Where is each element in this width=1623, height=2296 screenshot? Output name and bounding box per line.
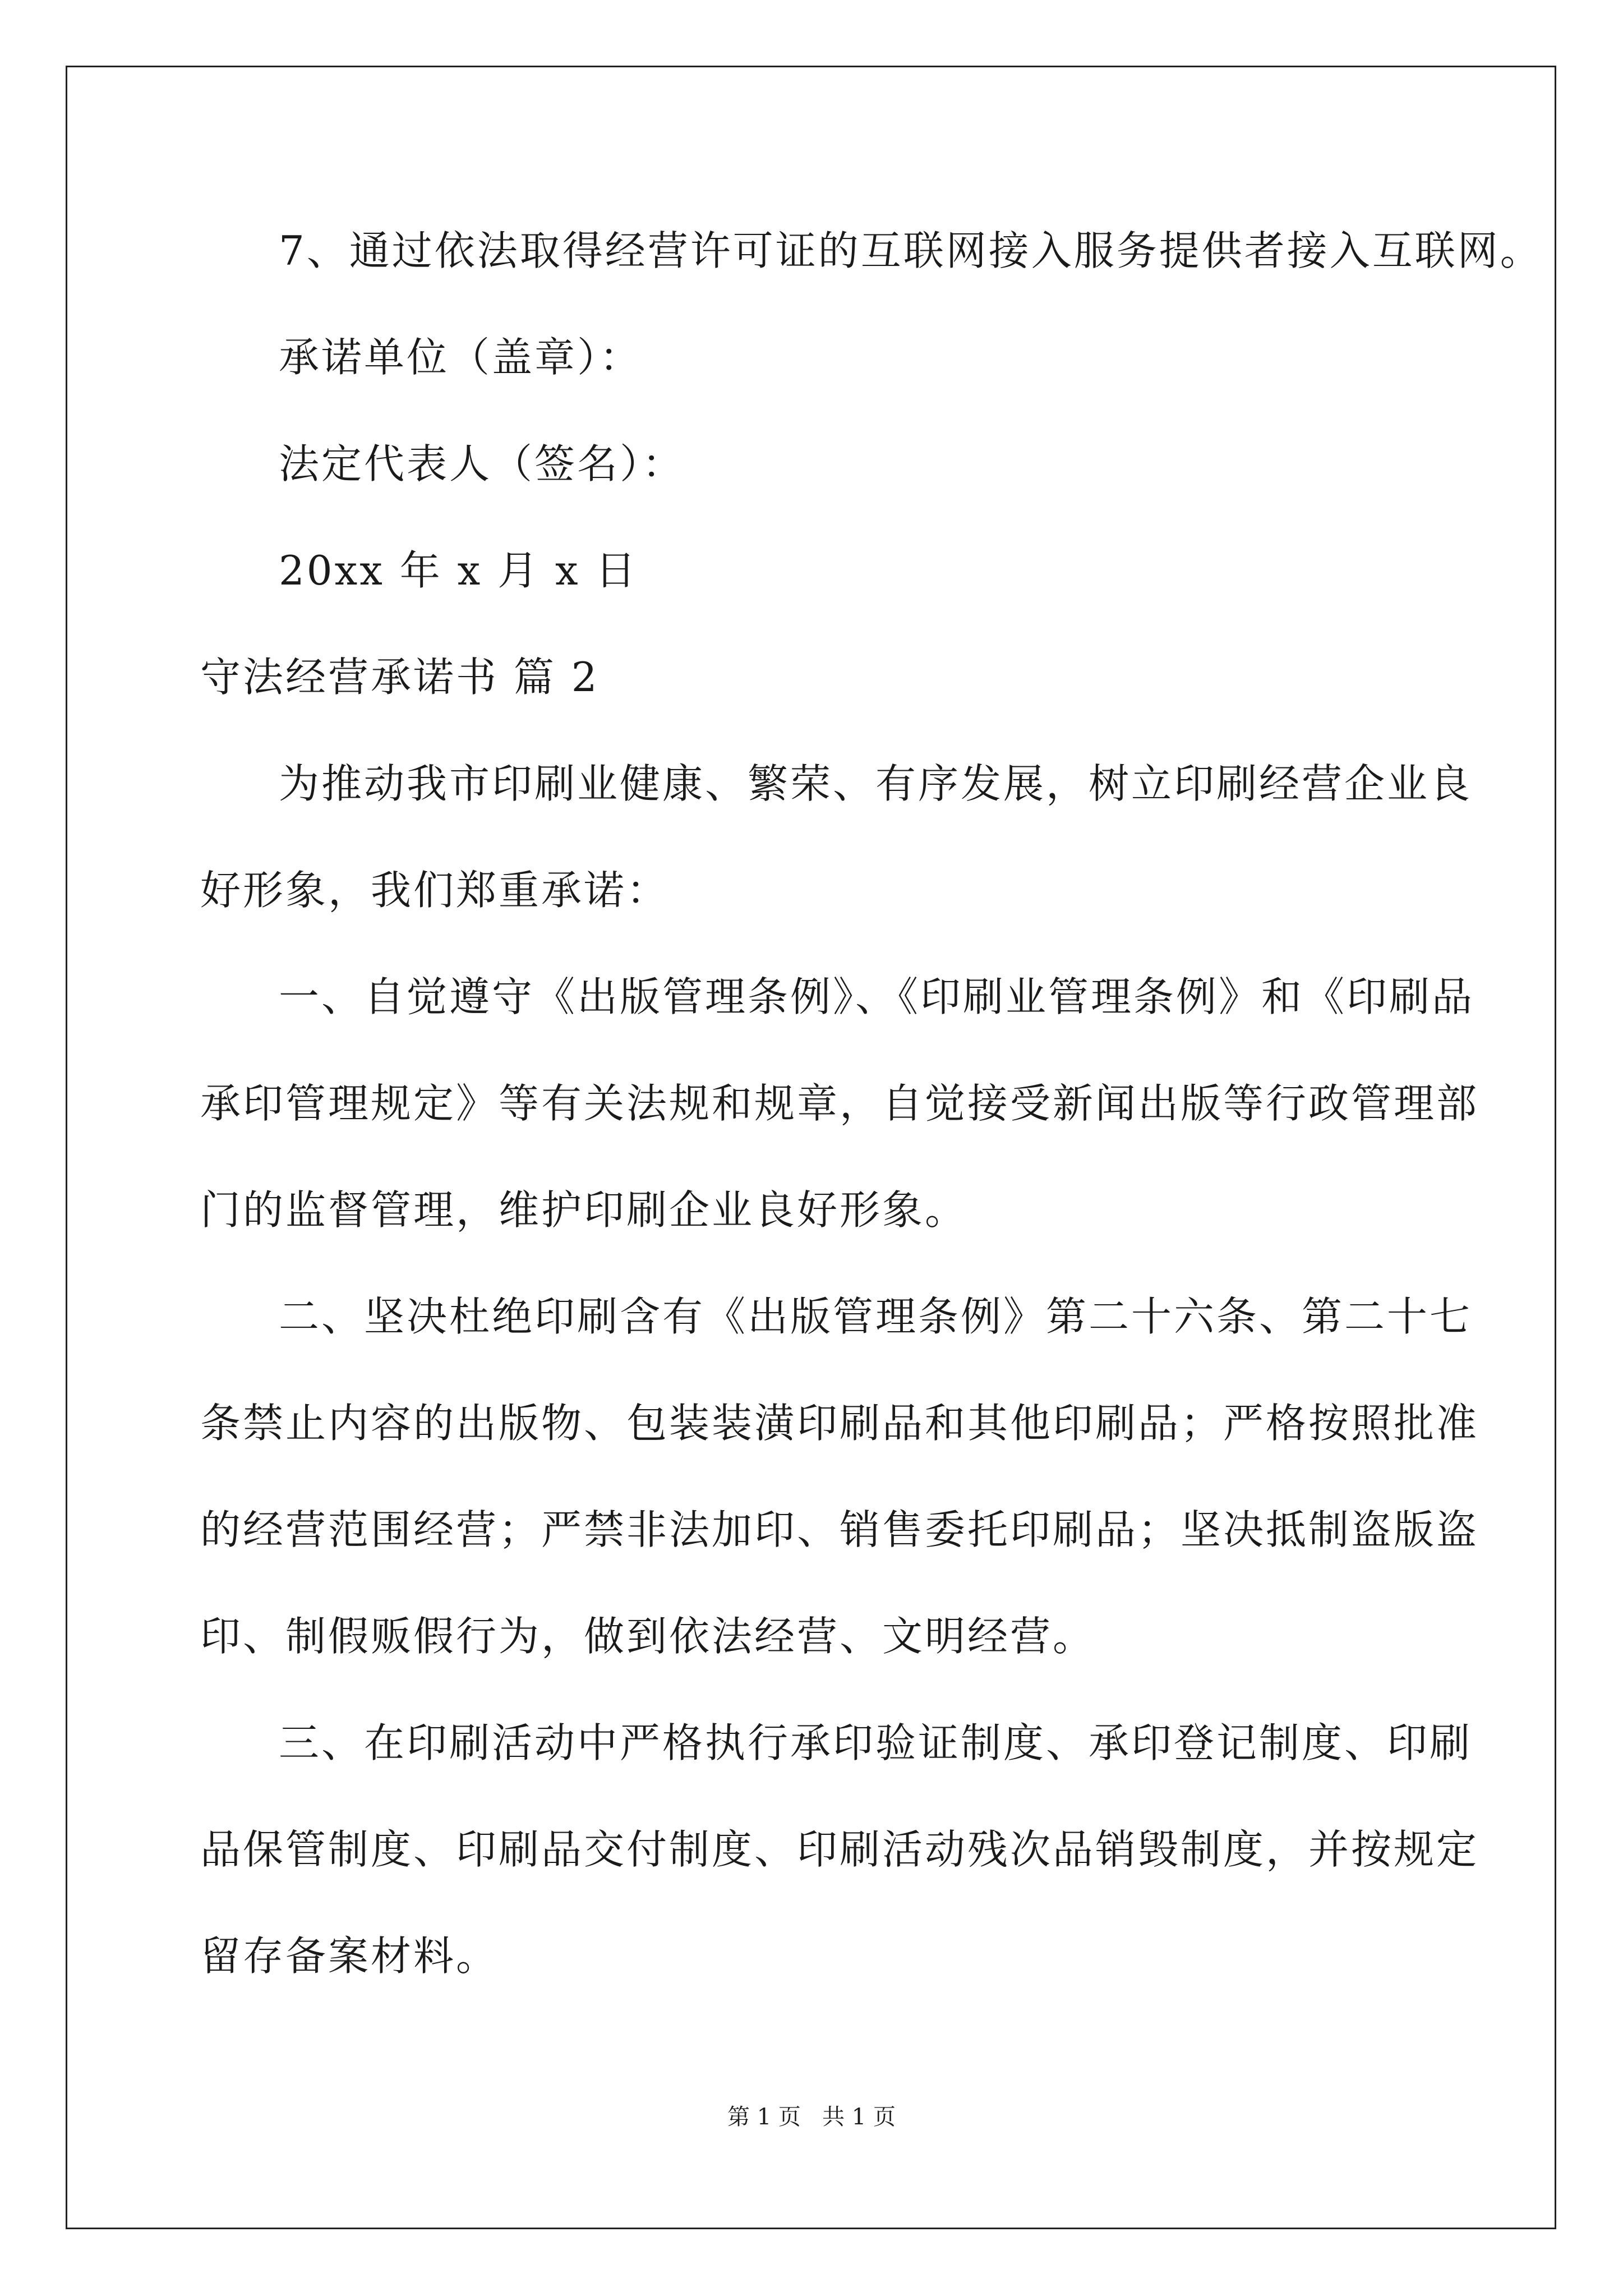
item-2-line-4: 印、制假贩假行为，做到依法经营、文明经营。 — [200, 1613, 1096, 1660]
item-3-line-2: 品保管制度、印刷品交付制度、印刷活动残次品销毁制度，并按规定 — [200, 1826, 1479, 1873]
item-2-line-3: 的经营范围经营；严禁非法加印、销售委托印刷品；坚决抵制盗版盗 — [200, 1506, 1479, 1553]
item-1-line-3: 门的监督管理，维护印刷企业良好形象。 — [200, 1186, 968, 1234]
signing-unit-label: 承诺单位（盖章）： — [279, 334, 643, 381]
intro-paragraph-line-1: 为推动我市印刷业健康、繁荣、有序发展，树立印刷经营企业良 — [279, 760, 1473, 807]
page-border — [66, 66, 1556, 2229]
item-2-line-1: 二、坚决杜绝印刷含有《出版管理条例》第二十六条、第二十七 — [279, 1293, 1473, 1340]
item-1-line-1: 一、自觉遵守《出版管理条例》、《印刷业管理条例》和《印刷品 — [279, 973, 1475, 1020]
item-1-line-2: 承印管理规定》等有关法规和规章，自觉接受新闻出版等行政管理部 — [200, 1080, 1479, 1127]
item-2-line-2: 条禁止内容的出版物、包装装潢印刷品和其他印刷品；严格按照批准 — [200, 1400, 1479, 1447]
clause-7-text: 7、通过依法取得经营许可证的互联网接入服务提供者接入互联网。 — [279, 227, 1543, 274]
intro-paragraph-line-2: 好形象，我们郑重承诺： — [200, 867, 670, 914]
date-line: 20xx 年 x 月 x 日 — [279, 547, 638, 594]
item-3-line-3: 留存备案材料。 — [200, 1932, 499, 1980]
page-number-footer: 第 1 页 共 1 页 — [727, 2104, 896, 2130]
section-heading: 守法经营承诺书 篇 2 — [200, 654, 600, 701]
legal-representative-label: 法定代表人（签名）： — [279, 440, 685, 487]
item-3-line-1: 三、在印刷活动中严格执行承印验证制度、承印登记制度、印刷 — [279, 1719, 1473, 1766]
